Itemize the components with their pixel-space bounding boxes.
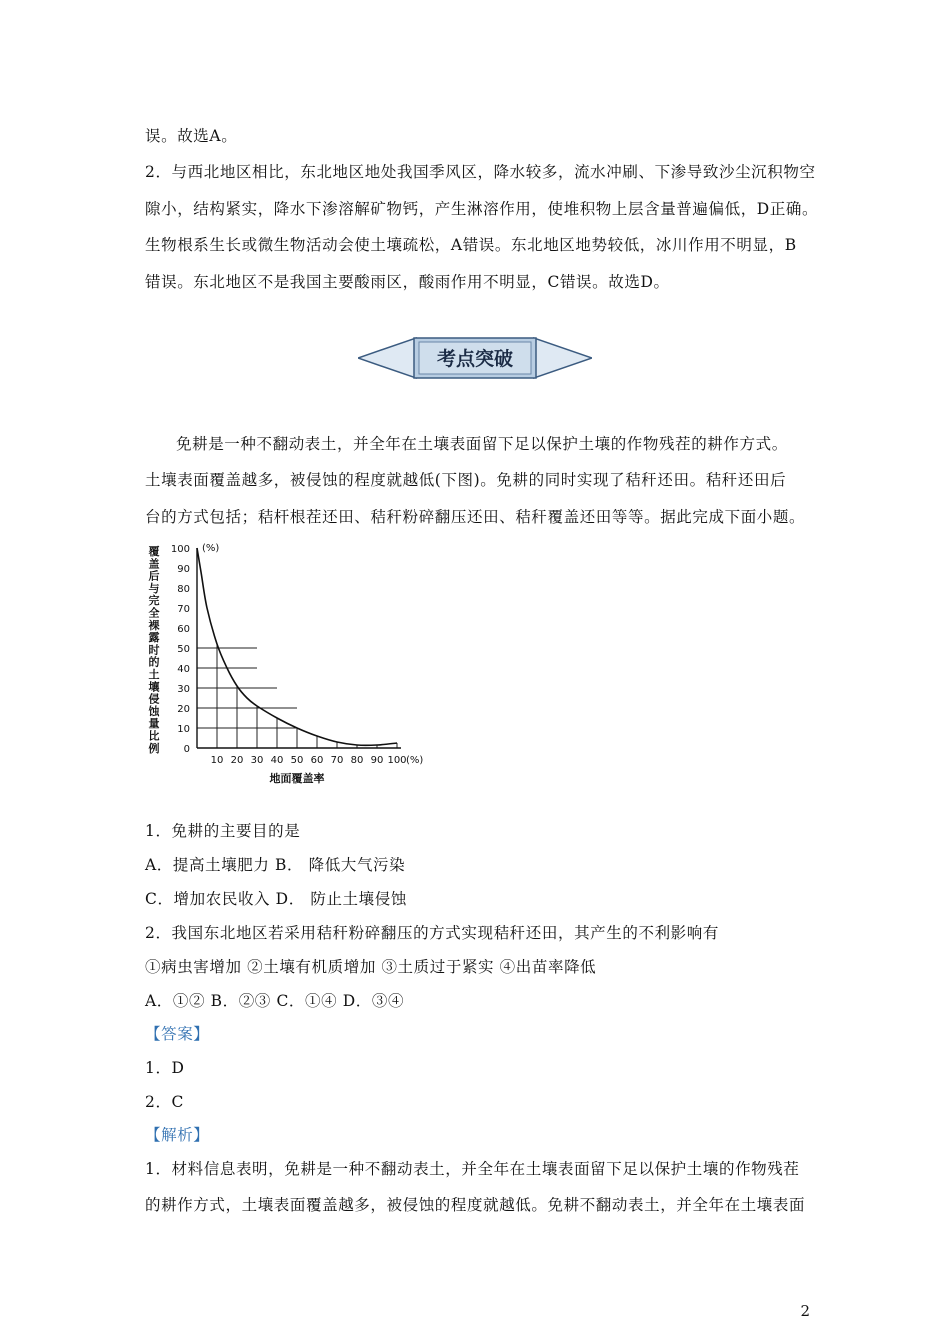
y-axis-label-char: 时 [148,643,160,657]
y-tick-label: 80 [177,584,190,595]
y-axis-label-char: 完 [148,594,160,608]
text-line: 免耕是一种不翻动表土，并全年在土壤表面留下足以保护土壤的作物残茬的耕作方式。 [176,435,788,453]
x-tick-label: 80 [350,755,364,766]
y-axis-label-char: 侵 [148,692,160,706]
section-banner [358,335,592,381]
x-tick-label: 60 [310,755,324,766]
y-axis-label-char: 露 [148,631,160,645]
x-tick-label: 100 [387,755,407,766]
banner-title: 考点突破 [436,348,514,370]
x-tick-label: 50 [290,755,304,766]
page-number: 2 [800,1302,810,1320]
y-tick-label: 10 [177,724,190,735]
y-axis-label-char: 蚀 [148,704,160,718]
x-axis-label: 地面覆盖率 [269,772,325,785]
y-axis-label-char: 土 [148,668,160,681]
text-line: 台的方式包括；秸杆根茬还田、秸秆粉碎翻压还田、秸秆覆盖还田等等。据此完成下面小题。 [145,508,806,526]
y-tick-label: 50 [177,644,190,655]
answer-label: 【答案】 [145,1025,210,1043]
option-line: A．提高土壤肥力 B． 降低大气污染 [145,856,406,874]
chart-grid [197,644,397,748]
y-unit-label: (%) [202,543,220,554]
text-line: 生物根系生长或微生物活动会使土壤疏松，A错误。东北地区地势较低，冰川作用不明显，B [145,236,797,254]
question-text: 2．我国东北地区若采用秸秆粉碎翻压的方式实现秸秆还田，其产生的不利影响有 [145,924,719,942]
x-tick-label: 40 [270,755,284,766]
x-tick-label: 20 [230,755,244,766]
option-line: C．增加农民收入 D． 防止土壤侵蚀 [145,890,407,908]
y-axis-label-char: 盖 [148,557,160,571]
option-line: ①病虫害增加 ②土壤有机质增加 ③土质过于紧实 ④出苗率降低 [145,958,597,976]
y-axis-label-char: 裸 [148,618,160,632]
text-line: 2．与西北地区相比，东北地区地处我国季风区，降水较多，流水冲刷、下渗导致沙尘沉积物空 [145,163,816,181]
y-axis-label-char: 量 [148,717,160,731]
erosion-chart [140,535,430,790]
option-line: A．①② B．②③ C．①④ D．③④ [145,992,405,1010]
answer-line: 1．D [145,1059,185,1077]
x-unit-label: (%) [406,755,424,766]
analysis-line: 1．材料信息表明，免耕是一种不翻动表土，并全年在土壤表面留下足以保护土壤的作物残茬 [145,1160,800,1178]
text-line: 隙小，结构紧实，降水下渗溶解矿物钙，产生淋溶作用，使堆积物上层含量普遍偏低，D正确。 [145,200,819,218]
y-tick-label: 90 [177,564,190,575]
erosion-curve [197,548,397,745]
y-axis-label [149,544,161,755]
text-line: 土壤表面覆盖越多，被侵蚀的程度就越低(下图)。免耕的同时实现了秸秆还田。秸秆还田后 [145,471,787,489]
x-tick-label: 10 [210,755,224,766]
y-tick-label: 100 [170,544,190,555]
y-axis-label-char: 与 [148,581,160,595]
y-axis-label-char: 例 [148,741,160,755]
y-axis-label-char: 比 [148,729,160,743]
x-tick-label: 30 [250,755,264,766]
y-tick-labels [171,544,190,755]
x-tick-label: 70 [330,755,344,766]
y-tick-label: 40 [177,664,190,675]
y-axis-label-char: 覆 [148,545,160,558]
answer-line: 2．C [145,1093,185,1111]
analysis-label: 【解析】 [145,1126,210,1144]
question-text: 1．免耕的主要目的是 [145,822,301,840]
y-tick-label: 20 [177,704,190,715]
y-tick-label: 70 [177,604,190,615]
text-line: 误。故选A。 [145,127,238,145]
y-axis-label-char: 壤 [148,680,160,694]
y-tick-label: 0 [183,744,190,755]
y-axis-label-char: 全 [148,606,160,620]
y-tick-label: 60 [177,624,190,635]
x-tick-label: 90 [370,755,384,766]
y-tick-label: 30 [177,684,190,695]
x-tick-labels [211,755,407,766]
y-axis-label-char: 后 [148,569,160,583]
analysis-line: 的耕作方式，土壤表面覆盖越多，被侵蚀的程度就越低。免耕不翻动表土，并全年在土壤表面 [145,1196,806,1214]
text-line: 错误。东北地区不是我国主要酸雨区，酸雨作用不明显，C错误。故选D。 [145,273,670,291]
y-axis-label-char: 的 [148,655,160,669]
